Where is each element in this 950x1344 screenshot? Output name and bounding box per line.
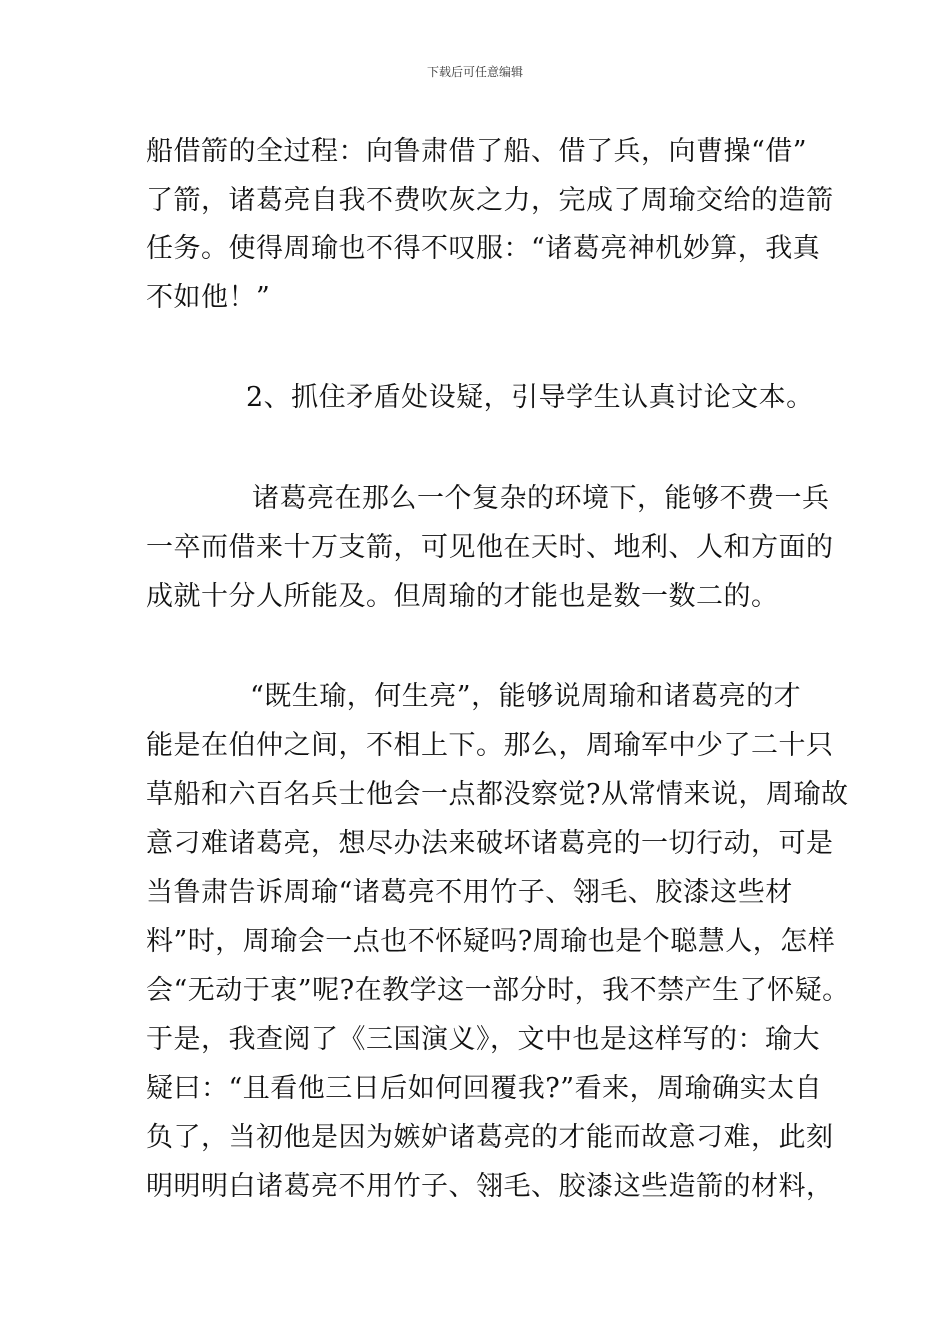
section-heading: 2、抓住矛盾处设疑，引导学生认真讨论文本。 (246, 382, 814, 413)
text-line: 于是，我查阅了《三国演义》，文中也是这样写的：瑜大 (146, 1024, 820, 1055)
text-line: 草船和六百名兵士他会一点都没察觉?从常情来说，周瑜故 (146, 779, 849, 810)
text-line: 当鲁肃告诉周瑜“诸葛亮不用竹子、翎毛、胶漆这些材 (146, 877, 793, 908)
text-line: 诸葛亮在那么一个复杂的环境下，能够不费一兵 (252, 483, 830, 514)
page-header: 下载后可任意编辑 (426, 65, 523, 79)
text-line: “既生瑜，何生亮”，能够说周瑜和诸葛亮的才 (250, 681, 802, 712)
text-line: 料”时，周瑜会一点也不怀疑吗?周瑜也是个聪慧人，怎样 (146, 926, 836, 957)
text-line: 不如他！” (146, 282, 271, 313)
text-line: 能是在伯仲之间，不相上下。那么，周瑜军中少了二十只 (146, 730, 834, 761)
text-line: 成就十分人所能及。但周瑜的才能也是数一数二的。 (146, 581, 779, 612)
text-line: 了箭，诸葛亮自我不费吹灰之力，完成了周瑜交给的造箭 (146, 185, 834, 216)
text-line: 负了，当初他是因为嫉妒诸葛亮的才能而故意刁难，此刻 (146, 1122, 834, 1153)
text-line: 任务。使得周瑜也不得不叹服：“诸葛亮神机妙算，我真 (146, 233, 821, 264)
text-line: 疑曰：“且看他三日后如何回覆我?”看来，周瑜确实太自 (146, 1073, 823, 1104)
text-line: 明明明白诸葛亮不用竹子、翎毛、胶漆这些造箭的材料， (146, 1171, 834, 1202)
text-line: 会“无动于衷”呢?在教学这一部分时，我不禁产生了怀疑。 (146, 975, 850, 1006)
text-line: 一卒而借来十万支箭，可见他在天时、地利、人和方面的 (146, 532, 834, 563)
text-line: 意刁难诸葛亮，想尽办法来破坏诸葛亮的一切行动，可是 (146, 828, 834, 859)
text-line: 船借箭的全过程：向鲁肃借了船、借了兵，向曹操“借” (146, 136, 808, 167)
